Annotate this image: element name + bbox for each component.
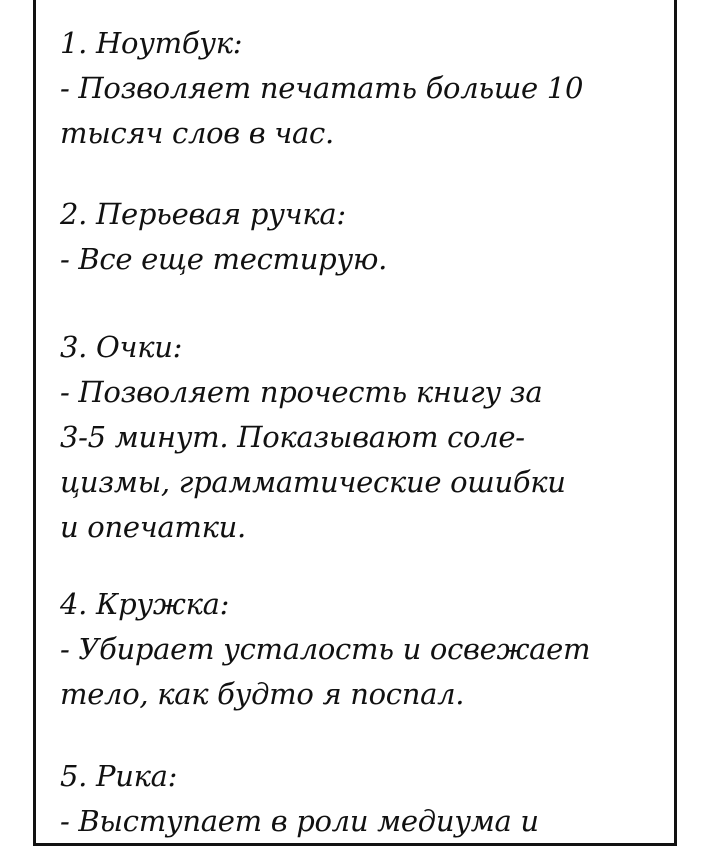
item-text-line: - Убирает усталость и освежает: [60, 632, 591, 666]
item-text-line: - Позволяет печатать больше 10: [60, 71, 584, 105]
list-item-fountain-pen: [60, 192, 387, 282]
list-item-mug: [60, 582, 590, 717]
item-text-line: тысяч слов в час.: [60, 116, 334, 150]
item-text-line: 3-5 минут. Показывают соле-: [60, 420, 525, 454]
list-item-laptop: [60, 21, 583, 156]
item-heading: 1. Ноутбук:: [60, 26, 243, 60]
item-heading: 5. Рика:: [60, 759, 178, 793]
item-text-line: цизмы, грамматические ошибки: [60, 465, 566, 499]
item-heading: 3. Очки:: [60, 330, 183, 364]
item-text-line: тело, как будто я поспал.: [60, 677, 465, 711]
item-text-line: - Позволяет прочесть книгу за: [60, 375, 543, 409]
item-heading: 2. Перьевая ручка:: [60, 197, 346, 231]
item-text-line: - Выступает в роли медиума и: [60, 804, 539, 838]
list-item-glasses: [60, 325, 566, 550]
comic-panel: [33, 0, 677, 846]
item-text-line: и опечатки.: [60, 510, 246, 544]
item-heading: 4. Кружка:: [60, 587, 230, 621]
list-item-rika: [60, 754, 539, 844]
item-text-line: - Все еще тестирую.: [60, 242, 388, 276]
